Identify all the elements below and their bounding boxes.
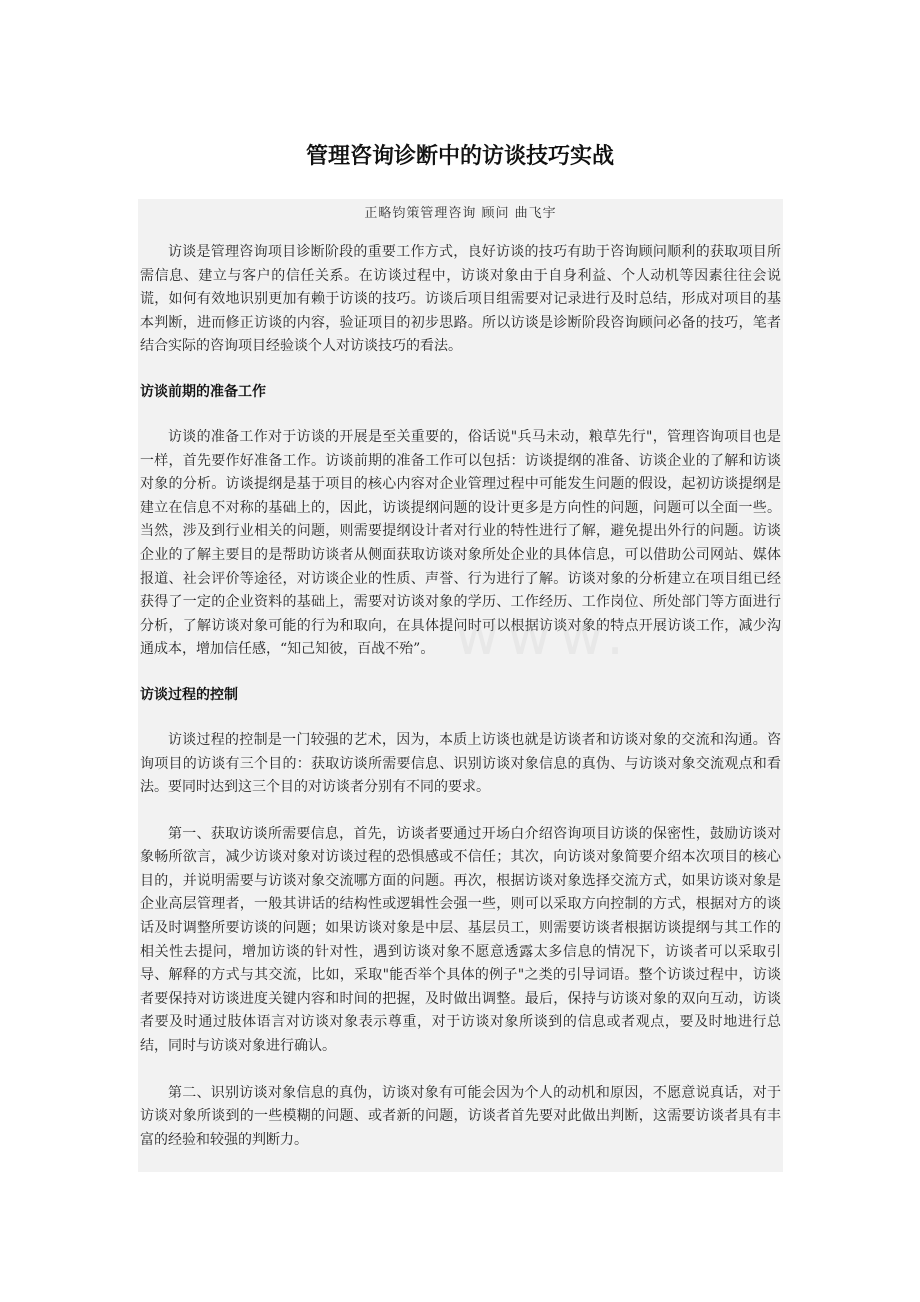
point-two-paragraph: 第二、识别访谈对象信息的真伪，访谈对象有可能会因为个人的动机和原因，不愿意说真话，对于访谈对象所谈到的一些模糊的问题、或者新的问题，访谈者首先要对此做出判断，这需要访谈者具有丰富的经验和较强的判断力。 (140, 1084, 781, 1148)
article-body (138, 199, 783, 1172)
author-byline: 正略钧策管理咨询 顾问 曲飞宇 (364, 206, 557, 221)
point-one-paragraph: 第一、获取访谈所需要信息，首先，访谈者要通过开场白介绍咨询项目访谈的保密性，鼓励访谈对象畅所欲言，减少访谈对象对访谈过程的恐惧感或不信任；其次，向访谈对象简要介绍本次项目的核心目的，并说明需要与访谈对象交流哪方面的问题。再次，根据访谈对象选择交流方式，如果访谈对象是企业高层管理者，一般其讲话的结构性或逻辑性会强一些，则可以采取方向控制的方式，根据对方的谈话及时调整所要访谈的问题；如果访谈对象是中层、基层员工，则需要访谈者根据访谈提纲与其工作的相关性去提问，增加访谈的针对性，遇到访谈对象不愿意透露太多信息的情况下，访谈者可以采取引导、解释的方式与其交流，比如，采取"能否举个具体的例子"之类的引导词语。整个访谈过程中，访谈者要保持对访谈进度关键内容和时间的把握，及时做出调整。最后，保持与访谈对象的双向互动，访谈者要及时通过肢体语言对访谈对象表示尊重，对于访谈对象所谈到的信息或者观点，要及时地进行总结，同时与访谈对象进行确认。 (140, 825, 781, 1055)
intro-paragraph: 访谈是管理咨询项目诊断阶段的重要工作方式，良好访谈的技巧有助于咨询顾问顺利的获取项目所需信息、建立与客户的信任关系。在访谈过程中，访谈对象由于自身利益、个人动机等因素往往会说谎，如何有效地识别更加有赖于访谈的技巧。访谈后项目组需要对记录进行及时总结，形成对项目的基本判断，进而修正访谈的内容，验证项目的初步思路。所以访谈是诊断阶段咨询顾问必备的技巧，笔者结合实际的咨询项目经验谈个人对访谈技巧的看法。 (140, 244, 781, 355)
process-control-paragraph: 访谈过程的控制是一门较强的艺术，因为，本质上访谈也就是访谈者和访谈对象的交流和沟通。咨询项目的访谈有三个目的：获取访谈所需要信息、识别访谈对象信息的真伪、与访谈对象交流观点和看法。要同时达到这三个目的对访谈者分别有不同的要求。 (140, 731, 781, 796)
preparation-paragraph: 访谈的准备工作对于访谈的开展是至关重要的，俗话说"兵马未动，粮草先行"，管理咨询项目也是一样，首先要作好准备工作。访谈前期的准备工作可以包括：访谈提纲的准备、访谈企业的了解和访谈对象的分析。访谈提纲是基于项目的核心内容对企业管理过程中可能发生问题的假设，起初访谈提纲是建立在信息不对称的基础上的，因此，访谈提纲问题的设计更多是方向性的问题，问题可以全面一些。当然，涉及到行业相关的问题，则需要提纲设计者对行业的特性进行了解，避免提出外行的问题。访谈企业的了解主要目的是帮助访谈者从侧面获取访谈对象所处企业的具体信息，可以借助公司网站、媒体报道、社会评价等途径，对访谈企业的性质、声誉、行为进行了解。访谈对象的分析建立在项目组已经获得了一定的企业资料的基础上，需要对访谈对象的学历、工作经历、工作岗位、所处部门等方面进行分析，了解访谈对象可能的行为和取向，在具体提问时可以根据访谈对象的特点开展访谈工作，减少沟通成本，增加信任感，“知己知彼，百战不殆”。 (140, 428, 781, 658)
page-title: 管理咨询诊断中的访谈技巧实战 (305, 144, 614, 169)
section-heading-preparation: 访谈前期的准备工作 (140, 383, 266, 400)
section-heading-process-control: 访谈过程的控制 (140, 686, 238, 703)
